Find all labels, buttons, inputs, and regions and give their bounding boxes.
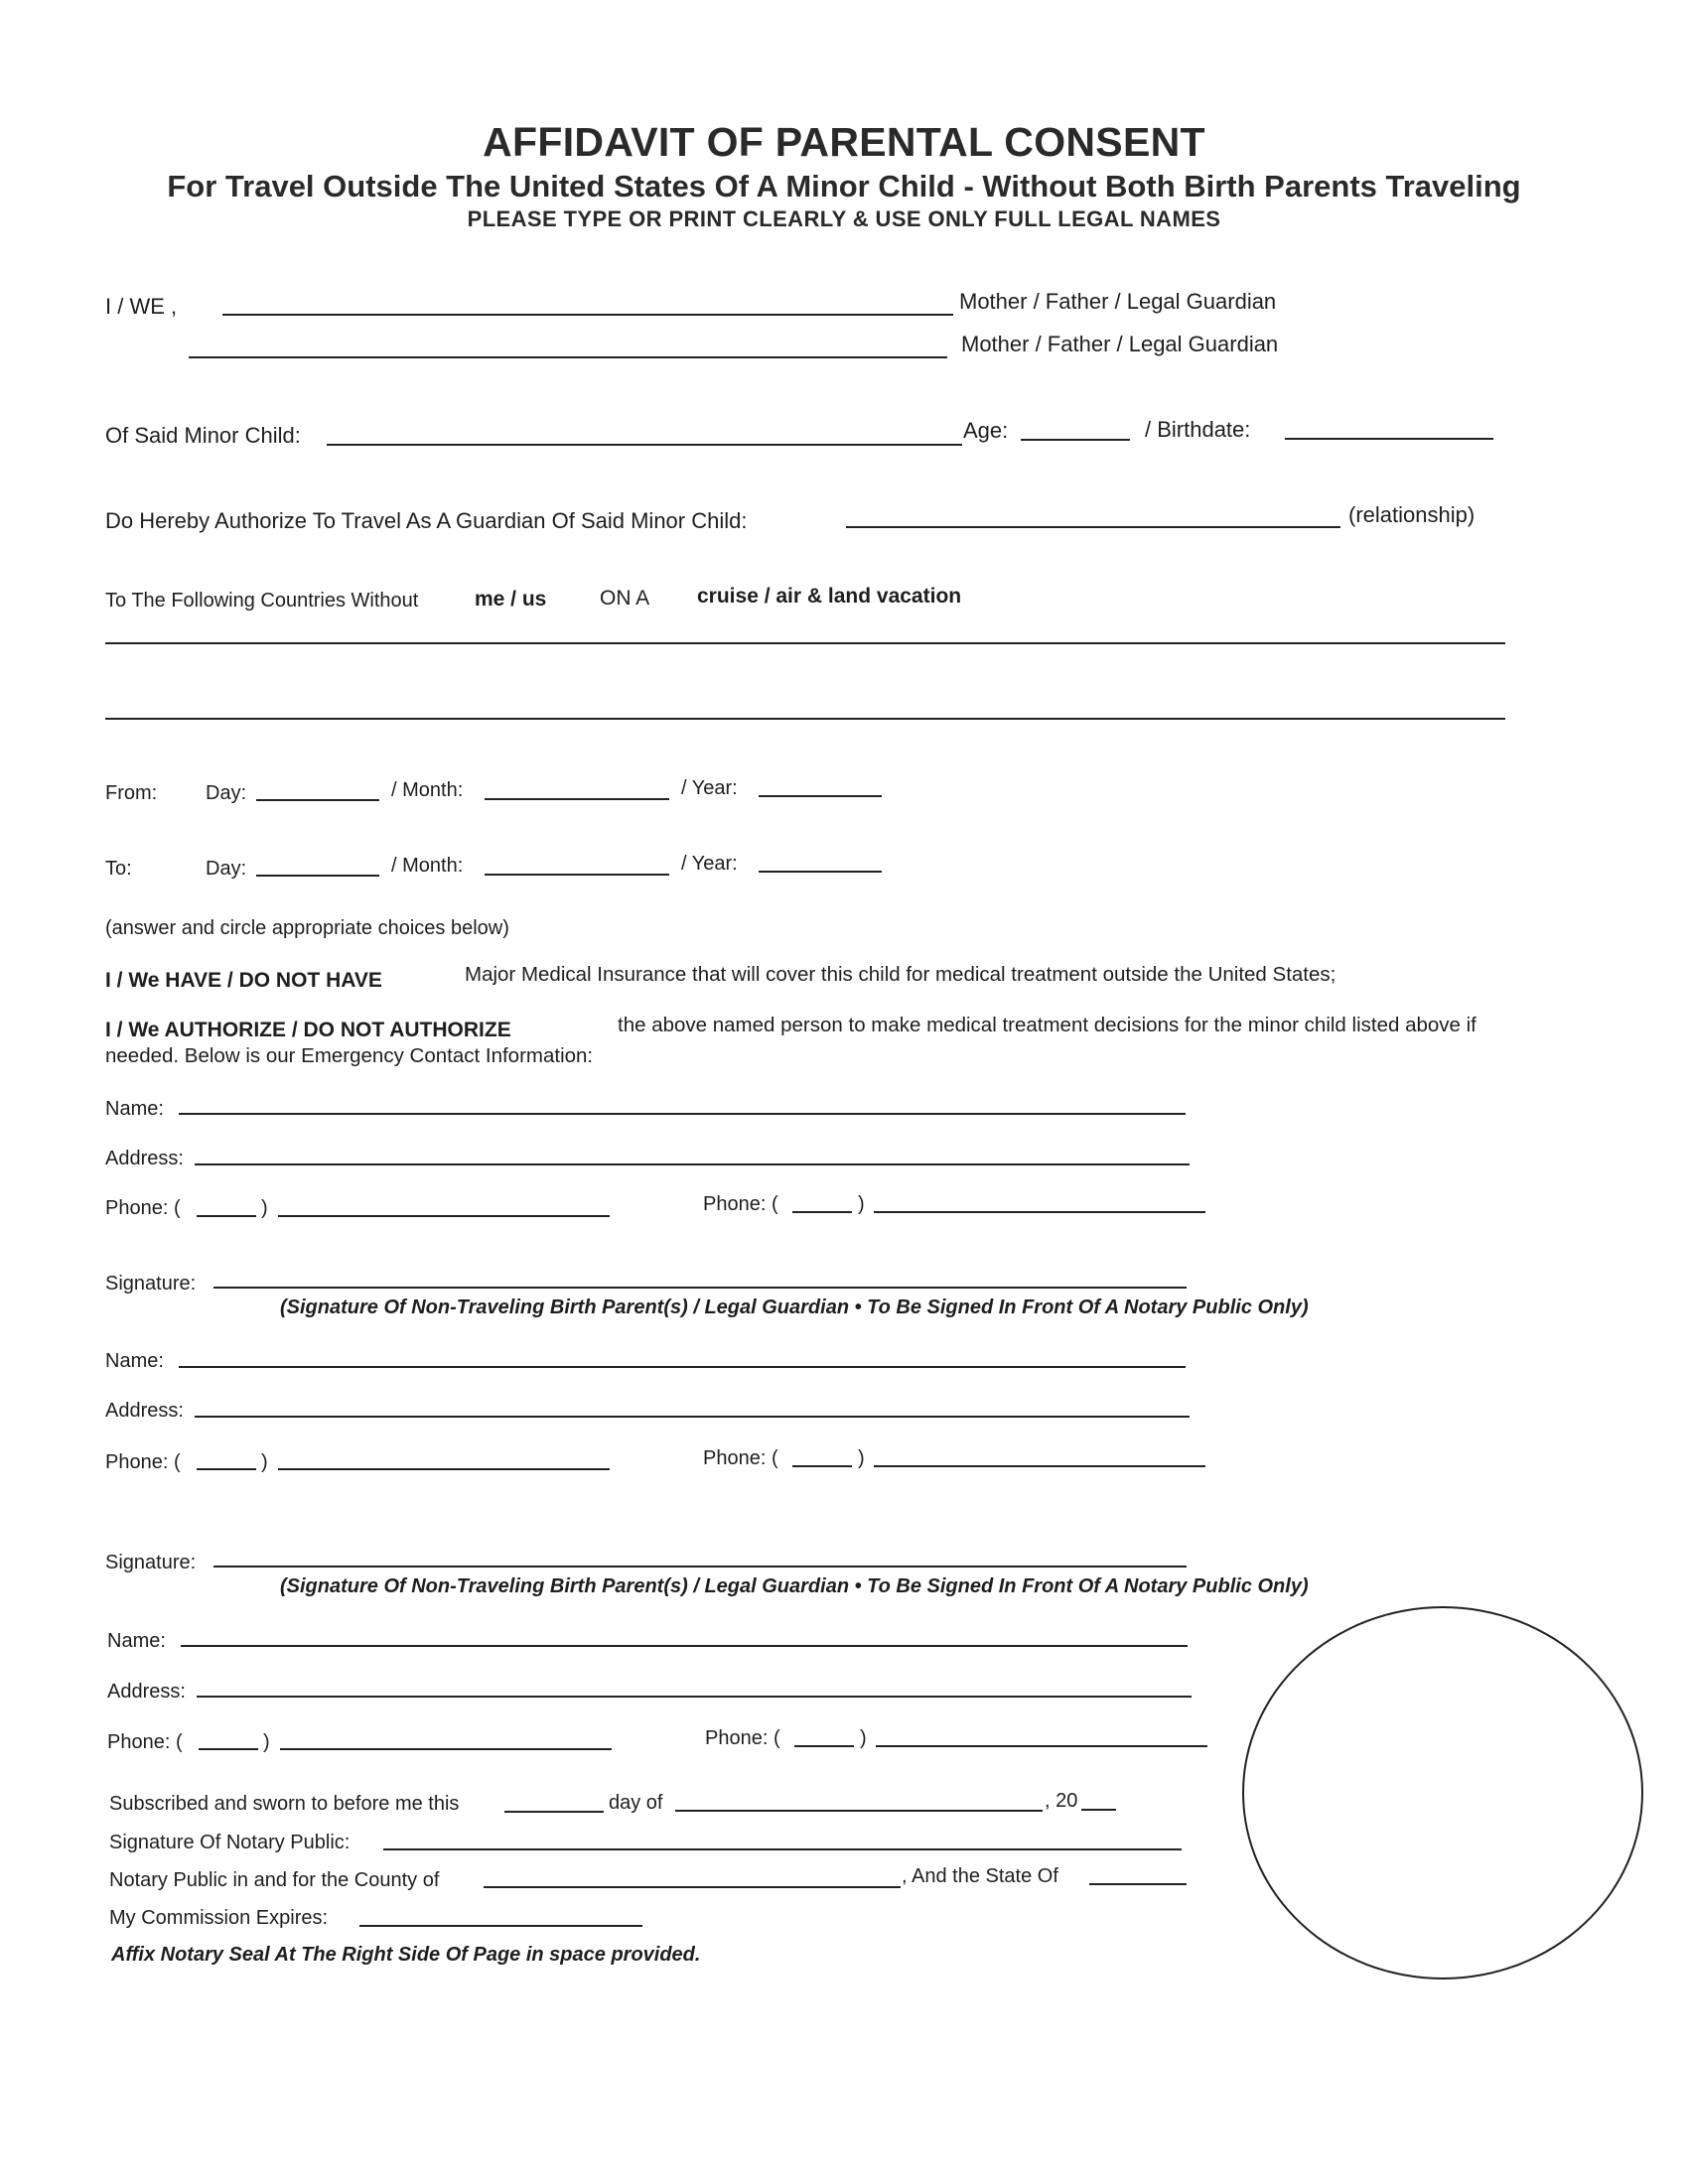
contact-3-phone-2-line[interactable] <box>876 1745 1207 1747</box>
day-of-label: day of <box>609 1792 663 1814</box>
notary-seal-area <box>1242 1606 1643 1979</box>
contact-2-address-line[interactable] <box>195 1416 1190 1418</box>
to-month-label: / Month: <box>391 855 464 877</box>
contact-1-phone-2-area-line[interactable] <box>792 1211 852 1213</box>
contact-2-phone-2-close: ) <box>858 1447 865 1469</box>
to-label: To: <box>105 858 132 880</box>
contact-1-address-line[interactable] <box>195 1163 1190 1165</box>
instructions: PLEASE TYPE OR PRINT CLEARLY & USE ONLY FULL LEGAL NAMES <box>467 206 1221 231</box>
contact-2-address-label: Address: <box>105 1400 184 1422</box>
minor-child-name-line[interactable] <box>327 444 962 446</box>
from-month-line[interactable] <box>485 798 669 800</box>
countries-line-1[interactable] <box>105 642 1505 644</box>
document-subtitle: For Travel Outside The United States Of A Minor Child - Without Both Birth Parents Traveling <box>167 169 1521 204</box>
year-prefix-label: , 20 <box>1045 1790 1078 1812</box>
state-label: , And the State Of <box>902 1865 1058 1887</box>
from-year-line[interactable] <box>759 795 882 797</box>
age-line[interactable] <box>1021 439 1130 441</box>
circle-choices-note: (answer and circle appropriate choices below) <box>105 917 509 939</box>
from-month-label: / Month: <box>391 779 464 801</box>
contact-3-phone-2-close: ) <box>860 1727 867 1749</box>
contact-3-name-line[interactable] <box>181 1645 1188 1647</box>
contact-1-phone-2-close: ) <box>858 1193 865 1215</box>
contact-3-phone-1-area-line[interactable] <box>199 1748 258 1750</box>
to-year-label: / Year: <box>681 853 738 875</box>
contact-3-address-line[interactable] <box>197 1696 1192 1698</box>
from-day-line[interactable] <box>256 799 379 801</box>
contact-3-address-label: Address: <box>107 1681 186 1703</box>
contact-1-phone-2-label: Phone: ( <box>703 1193 778 1215</box>
contact-3-phone-1-label: Phone: ( <box>107 1731 183 1753</box>
contact-2-phone-1-label: Phone: ( <box>105 1451 181 1473</box>
countries-line-2[interactable] <box>105 718 1505 720</box>
commission-line[interactable] <box>359 1925 642 1927</box>
insurance-choice[interactable]: I / We HAVE / DO NOT HAVE <box>105 969 382 992</box>
signature-1-caption: (Signature Of Non-Traveling Birth Parent(s) / Legal Guardian • To Be Signed In Front Of A Notary Public Only) <box>280 1297 1309 1318</box>
parent-2-role-options[interactable]: Mother / Father / Legal Guardian <box>961 332 1279 356</box>
document-title: AFFIDAVIT OF PARENTAL CONSENT <box>483 119 1205 165</box>
authorize-choice[interactable]: I / We AUTHORIZE / DO NOT AUTHORIZE <box>105 1019 511 1041</box>
notary-signature-label: Signature Of Notary Public: <box>109 1832 351 1853</box>
commission-label: My Commission Expires: <box>109 1907 329 1929</box>
authorize-text-continued: needed. Below is our Emergency Contact Information: <box>105 1044 594 1067</box>
parent-1-name-line[interactable] <box>222 314 953 316</box>
from-day-label: Day: <box>206 782 247 804</box>
signature-2-caption: (Signature Of Non-Traveling Birth Parent(s) / Legal Guardian • To Be Signed In Front Of A Notary Public Only) <box>280 1575 1309 1597</box>
age-label: Age: <box>963 418 1009 443</box>
contact-3-name-label: Name: <box>107 1630 166 1652</box>
countries-label: To The Following Countries Without <box>105 590 419 612</box>
parent-1-role-options[interactable]: Mother / Father / Legal Guardian <box>959 289 1277 314</box>
to-day-label: Day: <box>206 858 247 880</box>
signature-1-label: Signature: <box>105 1273 197 1295</box>
authorize-text: the above named person to make medical treatment decisions for the minor child listed above if <box>618 1014 1477 1036</box>
from-label: From: <box>105 782 158 804</box>
contact-1-name-line[interactable] <box>179 1113 1186 1115</box>
contact-1-address-label: Address: <box>105 1148 184 1169</box>
from-year-label: / Year: <box>681 777 738 799</box>
contact-1-phone-2-line[interactable] <box>874 1211 1205 1213</box>
notary-signature-line[interactable] <box>383 1848 1182 1850</box>
parent-2-name-line[interactable] <box>189 356 947 358</box>
sworn-month-line[interactable] <box>675 1810 1043 1812</box>
trip-type-options[interactable]: cruise / air & land vacation <box>697 585 962 608</box>
sworn-year-line[interactable] <box>1081 1809 1116 1811</box>
guardian-label: Do Hereby Authorize To Travel As A Guardian Of Said Minor Child: <box>105 508 748 533</box>
county-line[interactable] <box>484 1886 901 1888</box>
signature-1-line[interactable] <box>213 1287 1187 1289</box>
contact-2-phone-2-label: Phone: ( <box>703 1447 778 1469</box>
insurance-text: Major Medical Insurance that will cover this child for medical treatment outside the United States; <box>465 963 1336 986</box>
guardian-name-line[interactable] <box>846 526 1340 528</box>
contact-1-phone-1-label: Phone: ( <box>105 1197 181 1219</box>
contact-2-name-line[interactable] <box>179 1366 1186 1368</box>
sworn-label: Subscribed and sworn to before me this <box>109 1793 460 1815</box>
to-month-line[interactable] <box>485 874 669 876</box>
sworn-day-line[interactable] <box>504 1811 604 1813</box>
to-year-line[interactable] <box>759 871 882 873</box>
contact-1-name-label: Name: <box>105 1098 164 1120</box>
birthdate-line[interactable] <box>1285 438 1493 440</box>
birthdate-label: / Birthdate: <box>1145 417 1251 442</box>
to-day-line[interactable] <box>256 875 379 877</box>
signature-2-line[interactable] <box>213 1566 1187 1568</box>
county-label: Notary Public in and for the County of <box>109 1869 440 1891</box>
on-a-label: ON A <box>600 587 650 610</box>
contact-3-phone-2-label: Phone: ( <box>705 1727 780 1749</box>
contact-2-phone-2-line[interactable] <box>874 1465 1205 1467</box>
relationship-label: (relationship) <box>1348 502 1476 527</box>
contact-3-phone-1-close: ) <box>263 1731 270 1753</box>
parents-prefix: I / WE , <box>105 294 178 319</box>
contact-1-phone-1-area-line[interactable] <box>197 1215 256 1217</box>
contact-2-phone-1-close: ) <box>261 1451 268 1473</box>
contact-3-phone-1-line[interactable] <box>280 1748 612 1750</box>
contact-2-phone-1-line[interactable] <box>278 1468 610 1470</box>
contact-2-name-label: Name: <box>105 1350 164 1372</box>
notary-seal-note: Affix Notary Seal At The Right Side Of Page in space provided. <box>111 1944 701 1966</box>
contact-3-phone-2-area-line[interactable] <box>794 1745 854 1747</box>
contact-2-phone-2-area-line[interactable] <box>792 1465 852 1467</box>
state-line[interactable] <box>1089 1883 1187 1885</box>
minor-child-label: Of Said Minor Child: <box>105 423 301 448</box>
contact-2-phone-1-area-line[interactable] <box>197 1468 256 1470</box>
signature-2-label: Signature: <box>105 1552 197 1573</box>
contact-1-phone-1-line[interactable] <box>278 1215 610 1217</box>
me-us-options[interactable]: me / us <box>475 588 547 611</box>
contact-1-phone-1-close: ) <box>261 1197 268 1219</box>
